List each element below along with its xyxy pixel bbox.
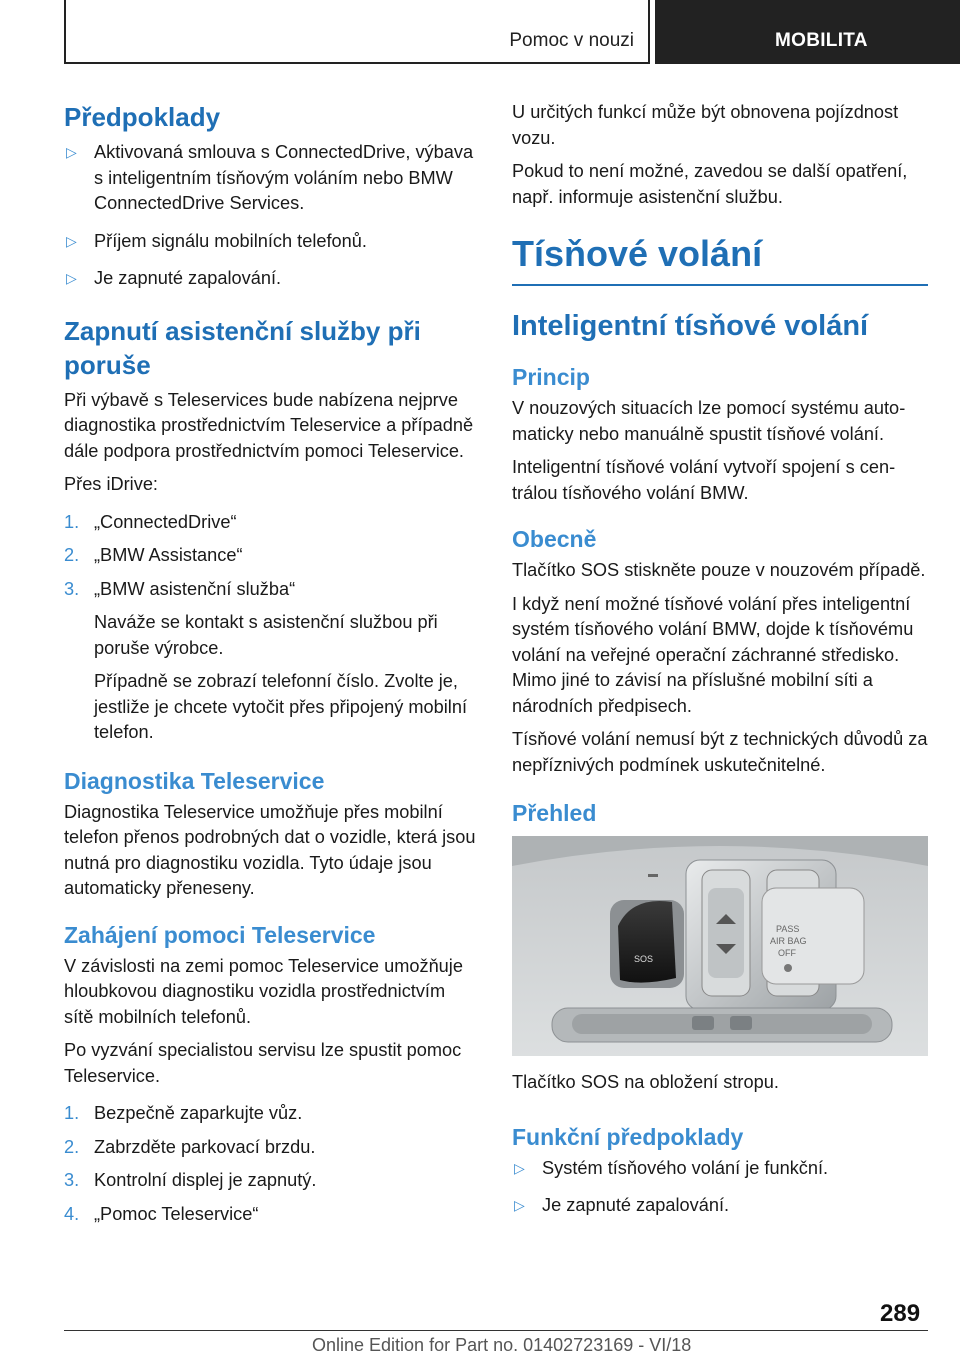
paragraph: Tísňové volání nemusí být z technických důvodů za nepříznivých podmínek uskutečnitelné.	[512, 729, 928, 775]
right-column	[512, 100, 928, 1231]
list-item: ▷ Aktivovaná smlouva s ConnectedDrive, výbava s inteligentním tísňovým voláním nebo BMW ConnectedDrive Services.	[66, 142, 474, 213]
heading-obecne: Obecně	[512, 526, 597, 552]
overhead-console-illustration	[512, 836, 928, 1056]
list-item: ▷ Je zapnuté zapalování.	[512, 1193, 928, 1219]
airbag-label-pass: PASS	[776, 924, 800, 934]
header-section-box	[64, 0, 650, 64]
list-item: 1. „ConnectedDrive“	[64, 511, 237, 532]
paragraph: I když není možné tísňové volání přes inteligentní systém tísňového volání BMW, dojde k tísňovému volání na veřejné operační záchranné středisko. Mimo jiné to závisí na příslušné mobilní síti a národních předpisech.	[512, 593, 914, 716]
header-chapter-box	[655, 0, 960, 64]
paragraph: Po vyzvání specialistou servisu lze spustit pomoc Teleservice.	[64, 1040, 462, 1086]
airbag-label-off: OFF	[778, 948, 796, 958]
heading-diagnostika: Diagnostika Teleservice	[64, 767, 325, 794]
list-item: 3. Kontrolní displej je zapnutý.	[64, 1170, 317, 1190]
step-note: Případně se zobrazí telefonní číslo. Zvolte je, jestliže je chcete vytočit přes připojený mobilní telefon.	[94, 671, 468, 742]
triangle-bullet-icon: ▷	[66, 144, 77, 160]
left-column	[64, 100, 478, 1235]
heading-zapnuti: Zapnutí asistenční služby při poruše	[64, 315, 421, 380]
heading-zahajeni: Zahájení pomoci Teleservice	[64, 921, 376, 948]
paragraph: Tlačítko SOS stiskněte pouze v nouzovém případě.	[512, 560, 926, 580]
triangle-bullet-icon: ▷	[66, 232, 77, 249]
step-note: Naváže se kontakt s asistenční službou při poruše výrobce.	[94, 612, 438, 658]
photo-caption: Tlačítko SOS na obložení stropu.	[512, 1072, 779, 1092]
paragraph: V závislosti na zemi pomoc Teleservice umožňuje hloubkovou diagnostiku vozidla prostřednictvím sítě mobilních telefonů.	[64, 955, 463, 1027]
list-item: 1. Bezpečně zaparkujte vůz.	[64, 1103, 303, 1123]
paragraph: Inteligentní tísňové volání vytvoří spojení s centrálou tísňového volání BMW.	[512, 457, 896, 503]
heading-prehled: Přehled	[512, 800, 597, 826]
heading-inteligentni: Inteligentní tísňové volání	[512, 310, 869, 342]
paragraph: Diagnostika Teleservice umožňuje přes mobilní telefon přenos podrobných dat o vozidle, která jsou nutná pro diagnostiku vozidla. Tyto údaje jsou automaticky přeneseny.	[64, 801, 476, 898]
list-item: ▷ Příjem signálu mobilních telefonů.	[64, 229, 478, 255]
list-item: 3. „BMW asistenční služba“	[64, 578, 296, 599]
paragraph: U určitých funkcí může být obnovena pojízdnost vozu.	[512, 102, 899, 148]
sos-label: SOS	[634, 954, 654, 964]
paragraph: Přes iDrive:	[64, 474, 158, 494]
header-section-title: Pomoc v nouzi	[509, 30, 634, 51]
heading-tisnove-volani: Tísňové volání	[512, 233, 763, 274]
list-item: ▷ Systém tísňového volání je funkční.	[512, 1156, 928, 1182]
heading-funkcni: Funkční předpoklady	[512, 1123, 744, 1150]
list-item: 2. „BMW Assistance“	[64, 545, 243, 565]
triangle-bullet-icon: ▷	[514, 1159, 525, 1176]
list-item: ▷ Je zapnuté zapalování.	[64, 266, 478, 292]
footer-edition: Online Edition for Part no. 01402723169 - VI/18	[312, 1335, 692, 1355]
triangle-bullet-icon: ▷	[66, 270, 77, 286]
chapter-heading-block	[512, 232, 928, 286]
paragraph: Pokud to není možné, zavedou se další opatření, např. informuje asistenční službu.	[512, 161, 908, 207]
heading-predpoklady: Předpoklady	[64, 102, 221, 132]
list-item: 2. Zabrzděte parkovací brzdu.	[64, 1136, 316, 1157]
list-item: 4. „Pomoc Teleservice“	[64, 1203, 259, 1224]
heading-princip: Princip	[512, 364, 590, 390]
overhead-console-photo	[512, 836, 928, 1056]
airbag-label-airbag: AIR BAG	[770, 936, 807, 946]
paragraph: Při výbavě s Teleservices bude nabízena nejprve diagnostika prostřednictvím Teleservice a případně dále podpora prostřednictvím pomoci Teleservice.	[64, 389, 474, 461]
page-number: 289	[880, 1300, 921, 1327]
header-chapter-title: MOBILITA	[775, 30, 868, 51]
triangle-bullet-icon: ▷	[514, 1197, 525, 1213]
paragraph: V nouzových situacích lze pomocí systému automaticky nebo manuálně spustit tísňové volání.	[512, 398, 906, 444]
footer-rule	[64, 1330, 928, 1331]
